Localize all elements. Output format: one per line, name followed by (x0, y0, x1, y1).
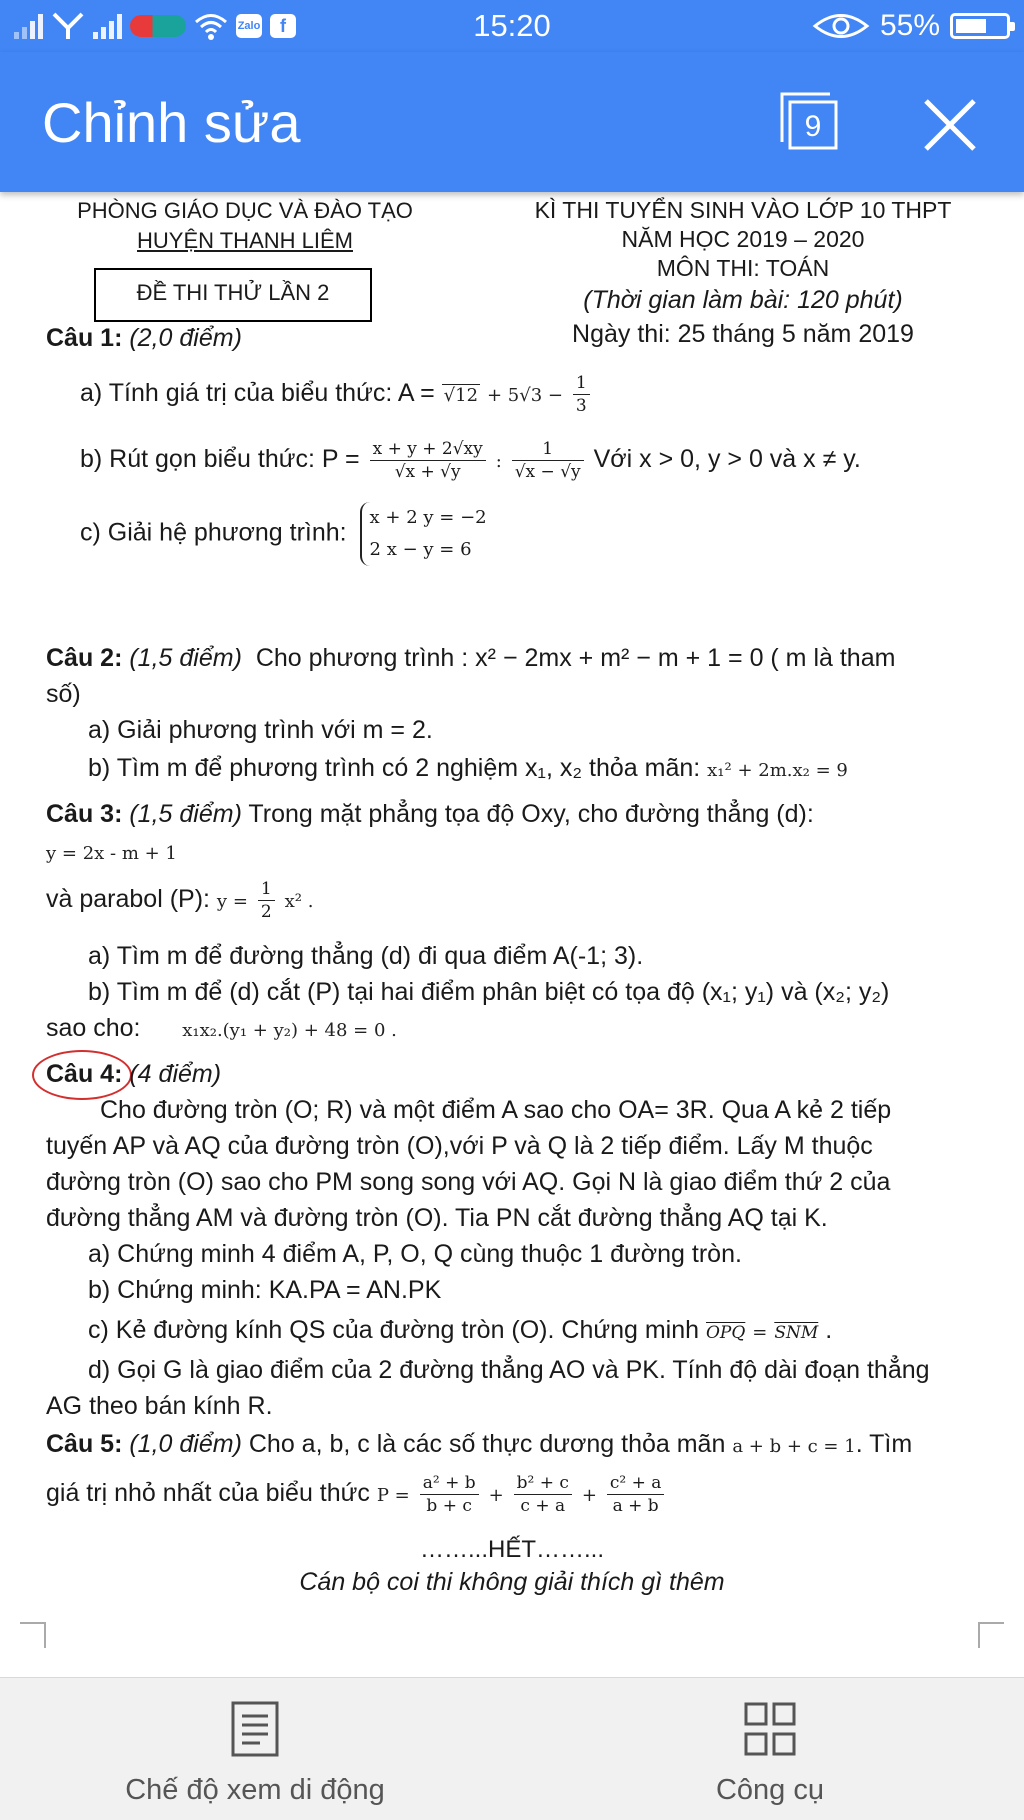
q5-p-label: P = (376, 1485, 410, 1507)
header-right-line2: NĂM HỌC 2019 – 2020 (621, 226, 865, 252)
status-time: 15:20 (473, 8, 551, 43)
tabs-icon (776, 92, 842, 152)
q1-c-system: x + 2 y = −2 2 x − y = 6 (360, 502, 487, 566)
exam-type-box: ĐỀ THI THỬ LẦN 2 (94, 268, 372, 322)
q3-b-expr: x₁x₂.(y₁ + y₂) + 48 = 0 . (182, 1020, 397, 1041)
q2-b-text: b) Tìm m để phương trình có 2 nghiệm x₁, x₂ thỏa mãn: (88, 754, 701, 782)
tabs-button[interactable] (776, 92, 842, 152)
page-corner-left (20, 1622, 46, 1648)
bottom-bar (0, 1677, 1024, 1820)
document-view[interactable] (0, 192, 1024, 1677)
q4-p4: đường thẳng AM và đường tròn (O). Tia PN cắt đường thẳng AQ tại K. (46, 1204, 828, 1232)
battery-icon (950, 13, 1010, 39)
close-icon (922, 97, 978, 153)
q3-b2-text: sao cho: (46, 1014, 141, 1042)
q5-frac3: $\frac{\text{c² + a}}{a + b}$ (607, 1472, 665, 1517)
header-right-line5: Ngày thi: 25 tháng 5 năm 2019 (572, 320, 914, 348)
q1-a-expr2: + 5√3 − (486, 385, 563, 407)
zalo-icon: Zalo (236, 14, 262, 38)
q5-plus2: + (581, 1485, 597, 1507)
q4-c (88, 1312, 832, 1351)
header-left-line1: PHÒNG GIÁO DỤC VÀ ĐÀO TẠO (77, 198, 413, 223)
status-bar (0, 0, 1024, 52)
eye-icon (812, 11, 870, 41)
q2-b-expr: x₁² + 2m.x₂ = 9 (707, 760, 848, 781)
q5-label: Câu 5: (46, 1430, 123, 1458)
q1-points: (2,0 điểm) (129, 324, 242, 352)
battery-percent: 55% (879, 9, 940, 42)
q4-p1: Cho đường tròn (O; R) và một điểm A sao cho OA= 3R. Qua A kẻ 2 tiếp (100, 1096, 892, 1124)
q1-b-colon: : (495, 451, 502, 473)
q4-d2: AG theo bán kính R. (46, 1392, 273, 1420)
q4-p3: đường tròn (O) sao cho PM song song với AQ. Gọi N là giao điểm thứ 2 của (46, 1168, 891, 1196)
header-right-line4: (Thời gian làm bài: 120 phút) (583, 286, 903, 314)
facebook-icon: f (270, 14, 296, 38)
q2-text2: số) (46, 680, 81, 708)
tools-button[interactable] (620, 1678, 920, 1820)
q4-points: (4 điểm) (129, 1060, 222, 1088)
tools-grid-icon (742, 1700, 798, 1758)
header-left-line2: HUYỆN THANH LIÊM (137, 228, 353, 253)
tab-count: 9 (804, 110, 822, 143)
q3-parabol-y: y = (216, 891, 248, 913)
q4-d1: d) Gọi G là giao điểm của 2 đường thẳng AO và PK. Tính độ dài đoạn thẳng (88, 1356, 930, 1384)
q4-c-text: c) Kẻ đường kính QS của đường tròn (O). Chứng minh (88, 1316, 700, 1344)
q5-line2 (46, 1472, 667, 1517)
q4-c-eq: = (752, 1322, 768, 1343)
q1-c (80, 502, 487, 566)
header-right-line1: KÌ THI TUYỂN SINH VÀO LỚP 10 THPT (534, 197, 952, 223)
close-button[interactable] (922, 97, 978, 153)
q5-text2: giá trị nhỏ nhất của biểu thức (46, 1479, 370, 1508)
q2-points: (1,5 điểm) (129, 644, 242, 672)
q1-b (80, 438, 861, 483)
q3-parabol-frac: $\frac{1}{2}$ (258, 878, 275, 923)
q1-a-text: a) Tính giá trị của biểu thức: A = (80, 379, 435, 408)
q1-c-text: c) Giải hệ phương trình: (80, 518, 347, 547)
q3-label: Câu 3: (46, 800, 123, 828)
q3-parabol-text: và parabol (P): (46, 885, 210, 914)
header-right (508, 196, 978, 351)
q5-cond: a + b + c = 1 (732, 1436, 856, 1457)
footer-note: Cán bộ coi thi không giải thích gì thêm (299, 1568, 725, 1596)
q3-title (46, 796, 814, 832)
q2-b (88, 750, 848, 789)
q1-a (80, 372, 593, 417)
q4-label: Câu 4: (46, 1060, 123, 1088)
q3-parabol (46, 878, 313, 923)
q3-parabol-x: x² . (284, 891, 314, 913)
header-right-line3: MÔN THI: TOÁN (656, 255, 830, 281)
q1-a-frac: $\frac{1}{3}$ (573, 372, 590, 417)
q5-points: (1,0 điểm) (129, 1430, 242, 1458)
mobile-view-button[interactable] (60, 1678, 450, 1820)
q5-title (46, 1426, 912, 1465)
q4-a: a) Chứng minh 4 điểm A, P, O, Q cùng thuộc 1 đường tròn. (88, 1240, 742, 1268)
app-bar (0, 52, 1024, 192)
q3-points: (1,5 điểm) (129, 800, 242, 828)
q5-frac2: $\frac{\text{b² + c}}{c + a}$ (514, 1472, 572, 1517)
q1-label: Câu 1: (46, 324, 123, 352)
mobile-view-icon (227, 1700, 283, 1758)
q3-a: a) Tìm m để đường thẳng (d) đi qua điểm A(-1; 3). (88, 942, 644, 970)
page-title: Chỉnh sửa (42, 91, 301, 154)
q1-b-frac2: $\frac{1}{√x - √y}$ (512, 438, 584, 483)
q4-b: b) Chứng minh: KA.PA = AN.PK (88, 1276, 442, 1304)
header-left (60, 196, 430, 256)
q1-title (46, 320, 242, 356)
q3-b: b) Tìm m để (d) cắt (P) tại hai điểm phân biệt có tọa độ (x₁; y₁) và (x₂; y₂) (88, 978, 890, 1006)
q3-line-eq: y = 2x - m + 1 (46, 843, 177, 864)
q3-b2 (46, 1010, 397, 1049)
q5-plus1: + (488, 1485, 504, 1507)
q5-frac1: $\frac{\text{a² + b}}{b + c}$ (420, 1472, 479, 1517)
q4-c-end: . (825, 1316, 833, 1344)
status-icons-right (812, 8, 1010, 44)
q4-title (46, 1056, 221, 1092)
q4-c-arc1: $\overline{OPQ}$ (706, 1323, 746, 1343)
q4-p2: tuyến AP và AQ của đường tròn (O),với P và Q là 2 tiếp điểm. Lấy M thuộc (46, 1132, 873, 1160)
q4-c-arc2: $\overline{SNM}$ (774, 1323, 819, 1343)
q2-text1: Cho phương trình : x² − 2mx + m² − m + 1 = 0 ( m là tham (255, 644, 896, 672)
end-mark: ……...HẾT……... (419, 1536, 604, 1563)
tools-label: Công cụ (715, 1774, 824, 1806)
page-corner-right (978, 1622, 1004, 1648)
q3-text1: Trong mặt phẳng tọa độ Oxy, cho đường thẳng (d): (248, 800, 814, 828)
q1-b-cond: Với x > 0, y > 0 và x ≠ y. (593, 445, 861, 474)
q1-b-frac1: $\frac{x + y + 2√xy}{√x + √y}$ (370, 438, 486, 483)
q2-label: Câu 2: (46, 644, 123, 672)
mobile-view-label: Chế độ xem di động (125, 1774, 385, 1806)
q5-text1-end: . Tìm (855, 1430, 913, 1458)
q1-b-text: b) Rút gọn biểu thức: P = (80, 445, 360, 474)
q1-a-expr1: √12 (443, 385, 479, 407)
q2-title (46, 640, 895, 676)
q2-a: a) Giải phương trình với m = 2. (88, 716, 433, 744)
q5-text1: Cho a, b, c là các số thực dương thỏa mãn (248, 1430, 726, 1458)
